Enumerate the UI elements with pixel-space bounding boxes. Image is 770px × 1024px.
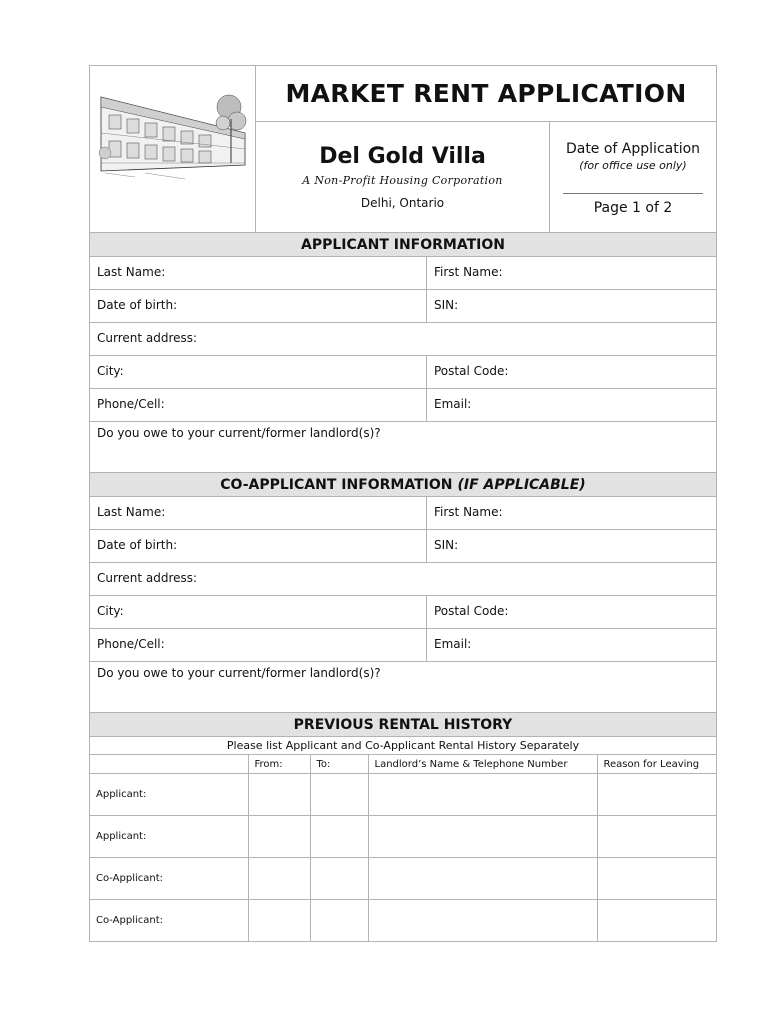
rental-history-heading-text: PREVIOUS RENTAL HISTORY [293, 716, 513, 733]
rental-reason-cell[interactable] [597, 774, 716, 816]
rental-row-label: Applicant: [90, 816, 248, 858]
rental-row [90, 774, 716, 816]
coapplicant-email-field[interactable]: Email: [434, 637, 472, 651]
rental-row-label: Applicant: [90, 774, 248, 816]
applicant-sin-field[interactable]: SIN: [434, 298, 459, 312]
applicant-address-row [90, 323, 716, 356]
page-number: Page 1 of 2 [593, 200, 673, 216]
coapplicant-dob-field[interactable]: Date of birth: [90, 530, 427, 562]
organization-city: Delhi, Ontario [360, 196, 445, 210]
office-use-note: (for office use only) [579, 159, 687, 172]
applicant-section-heading [90, 233, 716, 257]
applicant-owe-row [90, 422, 716, 473]
coapplicant-sin-field[interactable]: SIN: [434, 538, 459, 552]
form-header [90, 66, 716, 233]
rental-landlord-cell[interactable] [368, 816, 597, 858]
coapplicant-city-field[interactable]: City: [90, 596, 427, 628]
rental-row [90, 816, 716, 858]
coapplicant-owe-field[interactable]: Do you owe to your current/former landlord(s)? [97, 666, 381, 680]
rental-row-label: Co-Applicant: [90, 858, 248, 900]
coapplicant-city-row [90, 596, 716, 629]
applicant-contact-row [90, 389, 716, 422]
applicant-dob-field[interactable]: Date of birth: [90, 290, 427, 322]
rental-to-cell[interactable] [310, 858, 368, 900]
organization-subtitle: A Non-Profit Housing Corporation [302, 174, 503, 187]
coapplicant-heading-note: (IF APPLICABLE) [457, 476, 586, 493]
coapplicant-name-row [90, 497, 716, 530]
rental-landlord-cell[interactable] [368, 858, 597, 900]
rental-from-cell[interactable] [248, 900, 310, 942]
coapplicant-address-field[interactable]: Current address: [97, 571, 198, 585]
rental-to-cell[interactable] [310, 774, 368, 816]
applicant-last-name-field[interactable]: Last Name: [90, 257, 427, 289]
applicant-email-field[interactable]: Email: [434, 397, 472, 411]
date-of-application-label: Date of Application [565, 141, 701, 157]
applicant-city-row [90, 356, 716, 389]
coapplicant-first-name-field[interactable]: First Name: [434, 505, 503, 519]
coapplicant-heading-text: CO-APPLICANT INFORMATION [220, 476, 453, 493]
organization-name: Del Gold Villa [319, 144, 486, 169]
rental-col-to: To: [310, 755, 368, 774]
header-right [256, 66, 716, 232]
organization-block [256, 122, 550, 232]
applicant-postal-field[interactable]: Postal Code: [434, 364, 509, 378]
applicant-owe-field[interactable]: Do you owe to your current/former landlord(s)? [97, 426, 381, 440]
rental-history-heading [90, 713, 716, 737]
rental-history-table [90, 755, 716, 941]
building-sketch-cell [90, 66, 256, 232]
rental-reason-cell[interactable] [597, 816, 716, 858]
rental-col-landlord: Landlord’s Name & Telephone Number [368, 755, 597, 774]
rental-header-row [90, 755, 716, 774]
applicant-name-row [90, 257, 716, 290]
rental-col-reason: Reason for Leaving [597, 755, 716, 774]
coapplicant-postal-field[interactable]: Postal Code: [434, 604, 509, 618]
applicant-city-field[interactable]: City: [90, 356, 427, 388]
coapplicant-phone-field[interactable]: Phone/Cell: [90, 629, 427, 661]
rental-landlord-cell[interactable] [368, 774, 597, 816]
form-title: MARKET RENT APPLICATION [256, 66, 716, 122]
applicant-phone-field[interactable]: Phone/Cell: [90, 389, 427, 421]
applicant-dob-row [90, 290, 716, 323]
applicant-heading-text: APPLICANT INFORMATION [301, 236, 505, 253]
coapplicant-contact-row [90, 629, 716, 662]
rental-row [90, 858, 716, 900]
applicant-first-name-field[interactable]: First Name: [434, 265, 503, 279]
rental-history-subheading: Please list Applicant and Co-Applicant Rental History Separately [90, 737, 716, 755]
coapplicant-address-row [90, 563, 716, 596]
coapplicant-section-heading [90, 473, 716, 497]
rental-row [90, 900, 716, 942]
rental-from-cell[interactable] [248, 774, 310, 816]
coapplicant-last-name-field[interactable]: Last Name: [90, 497, 427, 529]
header-lower [256, 122, 716, 232]
rental-row-label: Co-Applicant: [90, 900, 248, 942]
rental-col-blank [90, 755, 248, 774]
rental-from-cell[interactable] [248, 858, 310, 900]
coapplicant-dob-row [90, 530, 716, 563]
date-entry-line[interactable] [563, 193, 703, 194]
rental-reason-cell[interactable] [597, 858, 716, 900]
rental-to-cell[interactable] [310, 816, 368, 858]
rental-from-cell[interactable] [248, 816, 310, 858]
building-sketch-image [95, 93, 247, 193]
rental-landlord-cell[interactable] [368, 900, 597, 942]
rental-col-from: From: [248, 755, 310, 774]
applicant-address-field[interactable]: Current address: [97, 331, 198, 345]
date-of-application-block [550, 122, 716, 232]
rent-application-form [89, 65, 717, 942]
rental-reason-cell[interactable] [597, 900, 716, 942]
rental-to-cell[interactable] [310, 900, 368, 942]
coapplicant-owe-row [90, 662, 716, 713]
